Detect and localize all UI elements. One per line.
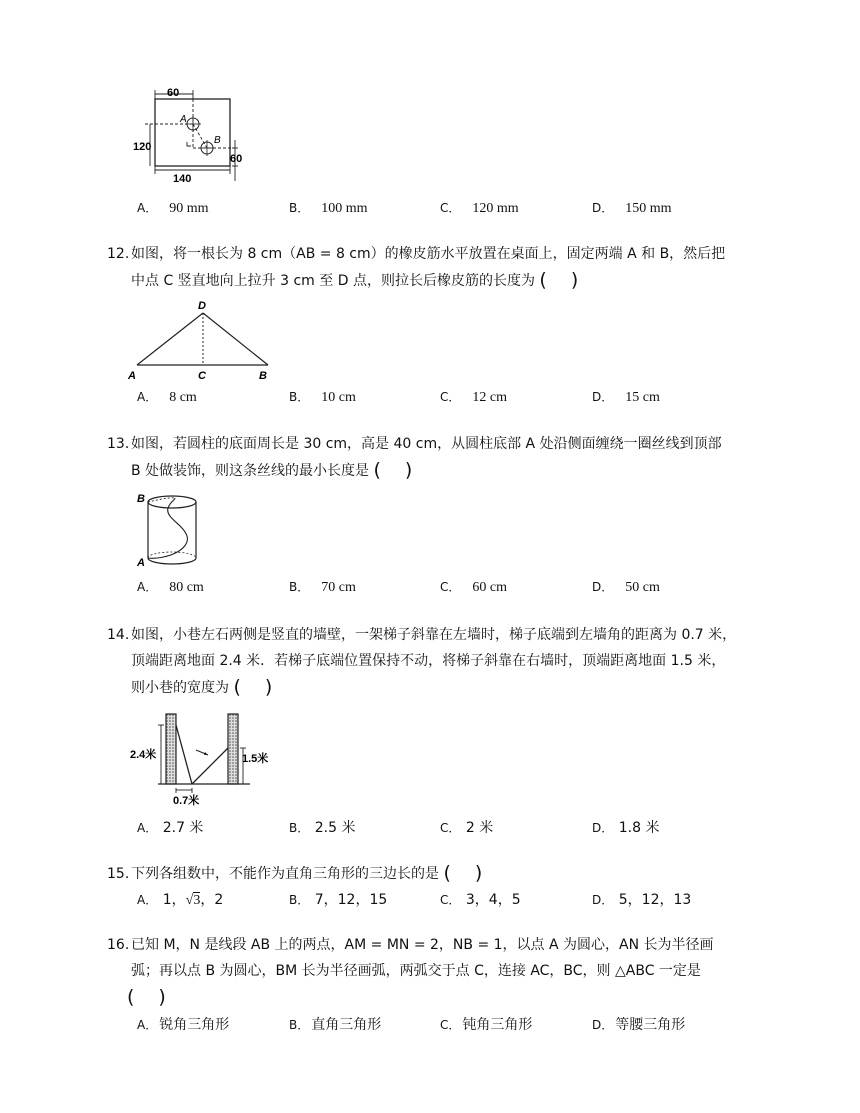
q13-option-d[interactable]: D． 50 cm: [592, 580, 660, 595]
q14-question: [107, 622, 767, 701]
q13-question: [107, 431, 767, 484]
q12-line2: 中点 C 竖直地向上拉升 3 cm 至 D 点，则拉长后橡皮筋的长度为: [131, 273, 535, 289]
q12-option-d[interactable]: D． 15 cm: [592, 390, 660, 405]
q15-options: [137, 889, 777, 911]
q14-option-d[interactable]: D． 1.8 米: [592, 820, 660, 836]
q12-label-c: C: [198, 370, 206, 382]
q11-label-top: 60: [167, 87, 180, 99]
q16-line2: 弧；再以点 B 为圆心，BM 长为半径画弧，两弧交于点 C，连接 AC，BC，则 △ABC 一定是: [131, 963, 701, 979]
q12-line1: 如图，将一根长为 8 cm（AB = 8 cm）的橡皮筋水平放置在桌面上，固定两端 A 和 B，然后把: [131, 246, 726, 262]
q11-option-a[interactable]: A． 90 mm: [137, 201, 209, 216]
q12-label-a: A: [128, 370, 136, 382]
q12-option-b[interactable]: B． 10 cm: [289, 390, 356, 405]
q12-figure: [125, 297, 280, 383]
q13-label-b: B: [137, 493, 145, 505]
q12-number: 12.: [107, 246, 130, 262]
q12-label-d: D: [198, 300, 206, 312]
q12-options: [137, 388, 777, 410]
q15-option-c[interactable]: C． 3，4，5: [440, 892, 521, 908]
q14-option-b[interactable]: B． 2.5 米: [289, 820, 356, 836]
q14-label-bottom: 0.7米: [173, 795, 200, 807]
q16-line1: 已知 M，N 是线段 AB 上的两点，AM = MN = 2，NB = 1，以点 A 为圆心，AN 长为半径画: [131, 937, 714, 953]
q11-options: [137, 199, 777, 221]
q11-figure: [130, 86, 245, 186]
q11-label-right: 60: [230, 153, 243, 165]
q15-option-b[interactable]: B． 7，12，15: [289, 892, 388, 908]
sqrt-symbol: √: [185, 893, 194, 908]
q11-option-d[interactable]: D． 150 mm: [592, 201, 672, 216]
q14-option-c[interactable]: C． 2 米: [440, 820, 494, 836]
q13-option-a[interactable]: A． 80 cm: [137, 580, 204, 595]
q13-figure: [135, 488, 205, 570]
q14-line3: 则小巷的宽度为: [131, 680, 229, 696]
q14-label-left: 2.4米: [130, 749, 157, 761]
q13-label-a: A: [137, 557, 145, 569]
q15-line1: 下列各组数中，不能作为直角三角形的三边长的是: [131, 866, 439, 882]
q12-option-c[interactable]: C． 12 cm: [440, 390, 507, 405]
q11-label-a: A: [180, 114, 187, 125]
q13-line1: 如图，若圆柱的底面周长是 30 cm，高是 40 cm，从圆柱底部 A 处沿侧面缠绕一圈丝线到顶部: [131, 436, 722, 452]
q15-answer-bracket[interactable]: (): [443, 862, 507, 884]
q11-option-b[interactable]: B． 100 mm: [289, 201, 368, 216]
q16-option-d[interactable]: D． 等腰三角形: [592, 1017, 686, 1033]
q13-number: 13.: [107, 436, 130, 452]
q16-option-c[interactable]: C． 钝角三角形: [440, 1017, 533, 1033]
q13-option-b[interactable]: B． 70 cm: [289, 580, 356, 595]
q12-question: [107, 241, 767, 294]
q16-answer-bracket[interactable]: (): [127, 986, 190, 1008]
q14-options: [137, 817, 777, 839]
q12-answer-bracket[interactable]: (): [539, 269, 603, 291]
q13-answer-bracket[interactable]: (): [373, 459, 437, 481]
sqrt-radicand: 3: [193, 893, 201, 908]
q14-label-right: 1.5米: [242, 753, 269, 765]
q12-label-b: B: [259, 370, 267, 382]
q14-line1: 如图，小巷左石两侧是竖直的墙壁，一架梯子斜靠在左墙时，梯子底端到左墙角的距离为 0.7 米，: [131, 627, 737, 643]
q15-number: 15.: [107, 866, 130, 882]
q16-options: [137, 1014, 777, 1036]
q16-question: [107, 932, 767, 1011]
q14-answer-bracket[interactable]: (): [233, 676, 297, 698]
q14-option-a[interactable]: A． 2.7 米: [137, 820, 204, 836]
q13-option-c[interactable]: C． 60 cm: [440, 580, 507, 595]
q12-option-a[interactable]: A． 8 cm: [137, 390, 197, 405]
q14-line2: 顶端距离地面 2.4 米．若梯子底端位置保持不动，将梯子斜靠在右墙时，顶端距离地面 1.5 米，: [131, 653, 726, 669]
q14-number: 14.: [107, 627, 130, 643]
q11-label-left: 120: [133, 141, 152, 153]
q14-figure: [130, 708, 278, 808]
q15-option-a[interactable]: A． 1，√3，2: [137, 892, 224, 908]
q16-option-a[interactable]: A． 锐角三角形: [137, 1017, 230, 1033]
q13-options: [137, 578, 777, 600]
q11-option-c[interactable]: C． 120 mm: [440, 201, 519, 216]
q11-label-b: B: [214, 135, 221, 146]
q16-option-b[interactable]: B． 直角三角形: [289, 1017, 382, 1033]
q15-question: [107, 860, 767, 887]
q11-label-bottom: 140: [173, 173, 192, 185]
q15-option-d[interactable]: D． 5，12，13: [592, 892, 692, 908]
q16-number: 16.: [107, 937, 130, 953]
q13-line2: B 处做装饰，则这条丝线的最小长度是: [131, 463, 370, 479]
